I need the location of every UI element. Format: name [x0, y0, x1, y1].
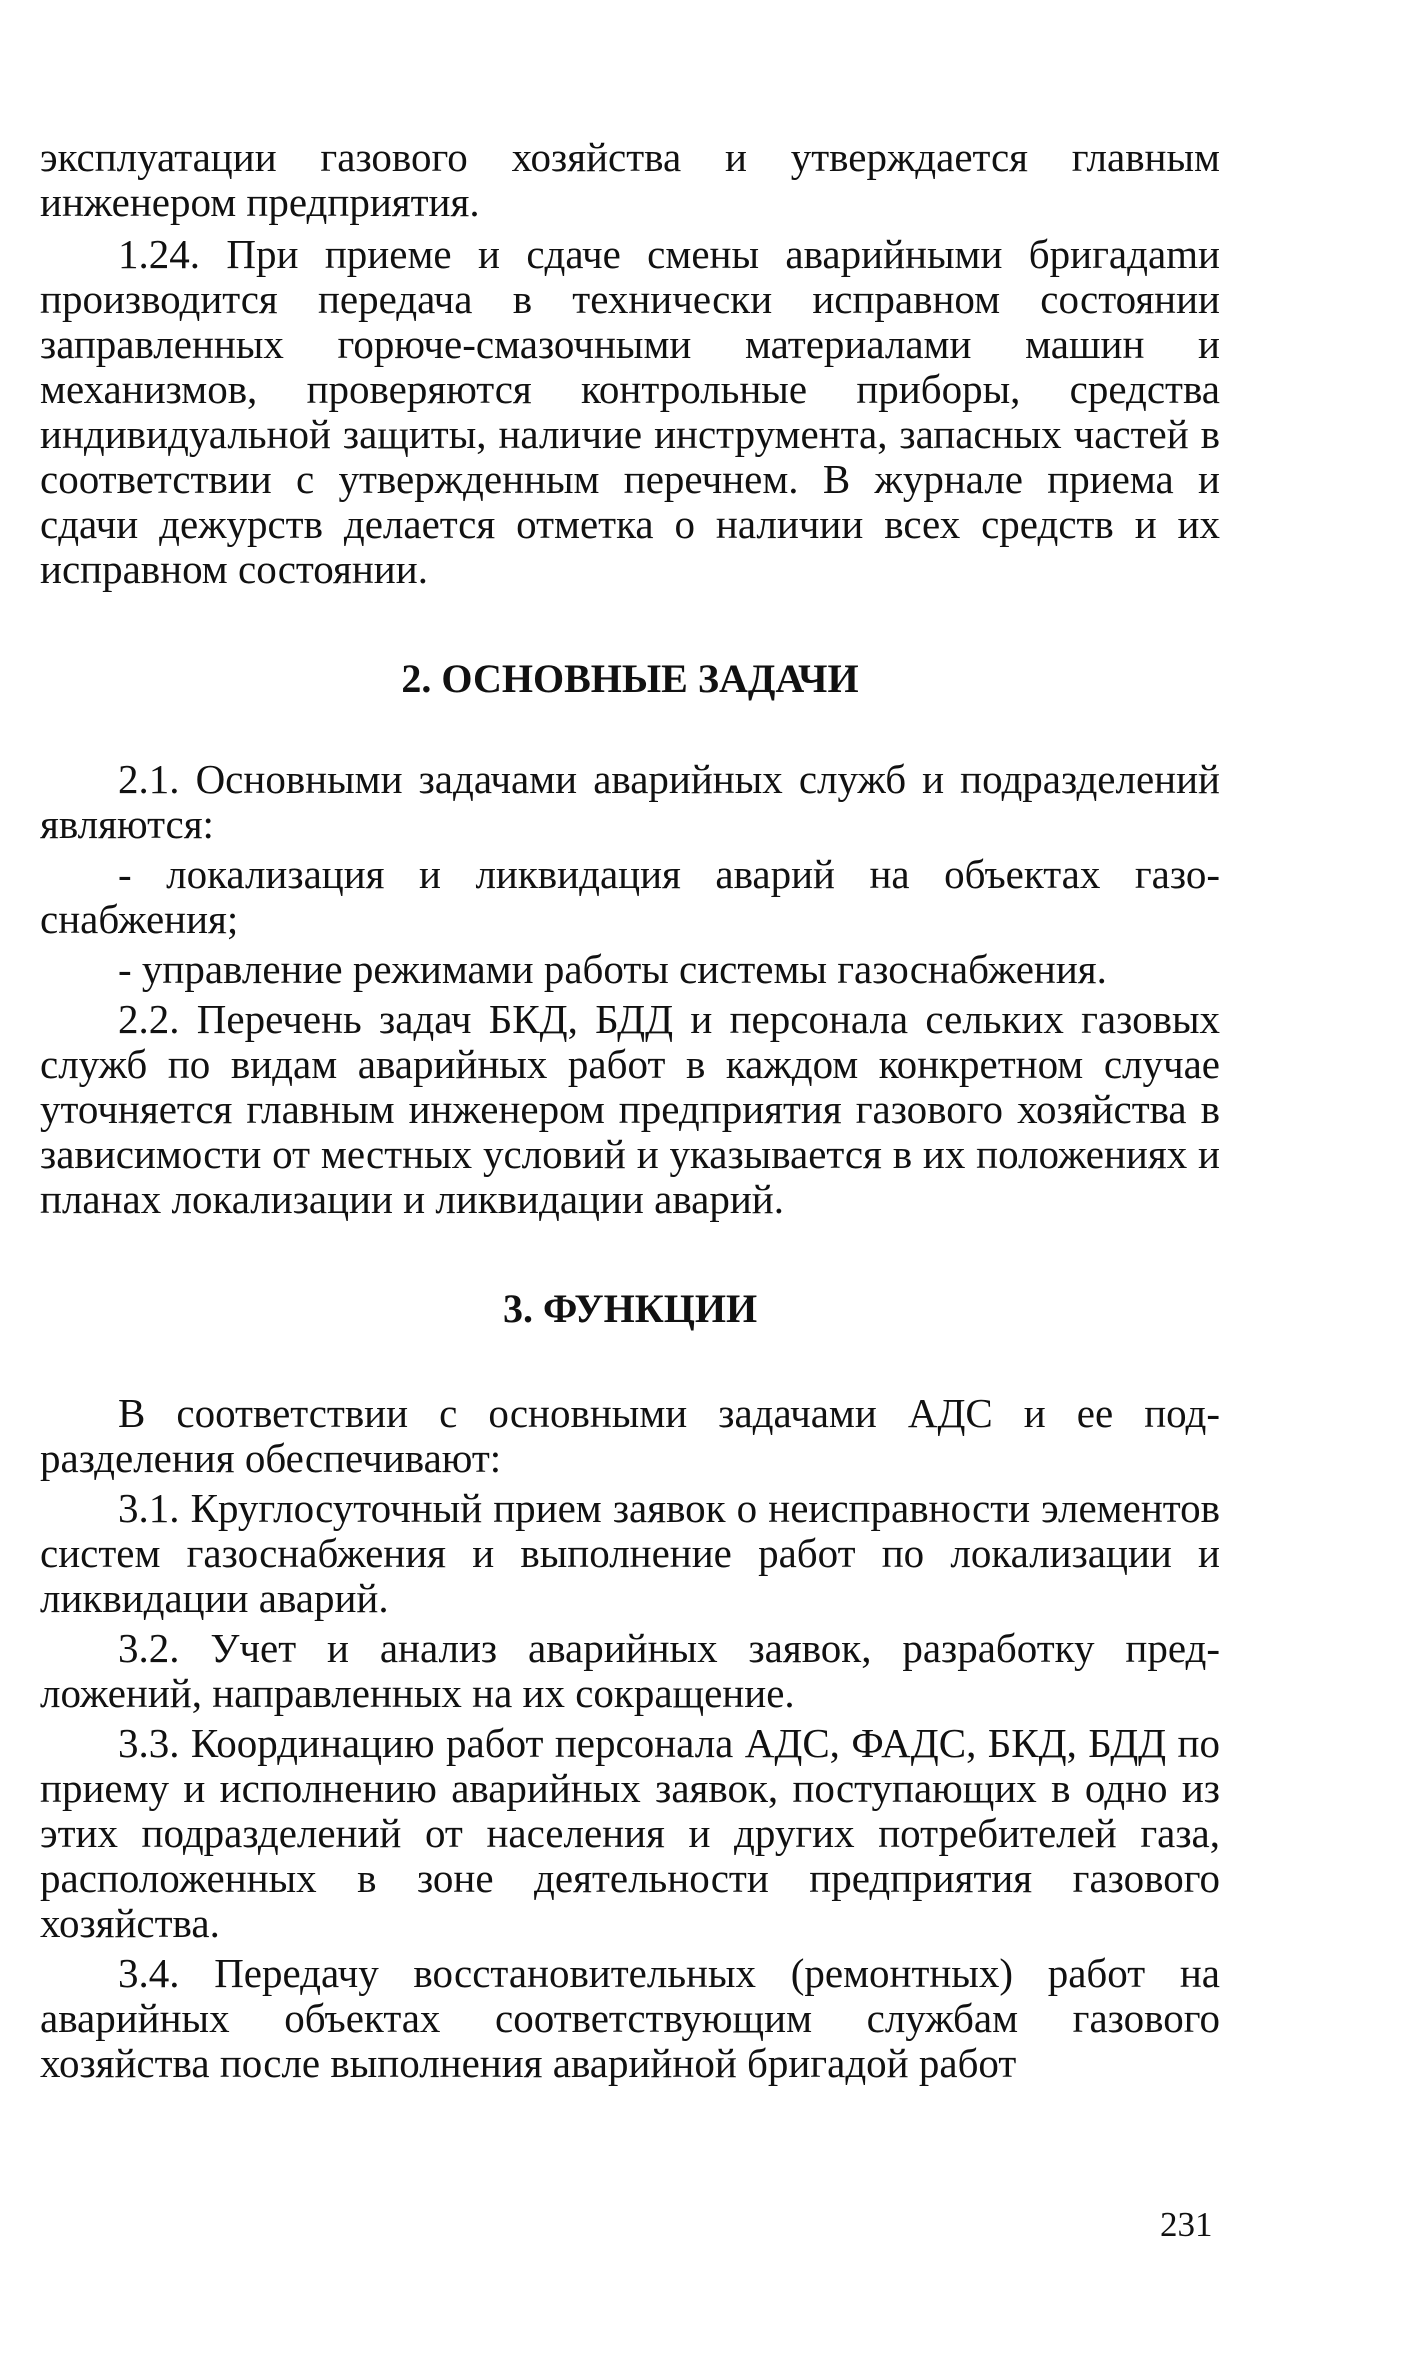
- section-3-title: 3. ФУНКЦИИ: [502, 1286, 758, 1331]
- page-number: 231: [1160, 2205, 1213, 2244]
- paragraph-3-3: 3.3. Координацию работ персонала АДС, ФАДС, БКД, БДД по приему и исполнению аварийных заявок, поступающих в одно из этих подразделений от населения и других потребителей газа, расположенных в зоне деятельности предприятия газового хозяйства.: [40, 1720, 1220, 1946]
- paragraph-continuation: эксплуатации газового хозяйства и утверждается главным инженером предприятия.: [40, 134, 1220, 225]
- paragraph-1-24: 1.24. При приеме и сдаче смены аварийными бригадаmи производится передача в технически исправном состоянии заправленных горюче-смазочными материалами машин и механизмов, проверяются контрольные приборы, средства индивидуальной защиты, наличие инструмента, запасных частей в соответствии с утвержденным перечнем. В журнале приема и сдачи дежурств делается отметка о наличии всех средств и их исправном состоянии.: [40, 231, 1220, 592]
- paragraph-3-intro: В соответствии с основными задачами АДС и ее подразделения обеспечивают:: [40, 1390, 1220, 1481]
- list-item-2-1-b: - управление режимами работы системы газоснабжения.: [118, 946, 1107, 992]
- paragraph-2-2: 2.2. Перечень задач БКД, БДД и персонала сельких газовых служб по видам аварийных работ в каждом конкретном случае уточняется главным инженером предприятия газового хозяйства в зависимости от местных условий и указывается в их положениях и планах локализации и ликвидации аварий.: [40, 996, 1220, 1222]
- paragraph-3-1: 3.1. Круглосуточный прием заявок о неисправности элементов систем газоснабжения и выполнение работ по локализации и ликвидации аварий.: [40, 1485, 1220, 1621]
- list-item-2-1-a: - локализация и ликвидация аварий на объектах газоснабжения;: [40, 851, 1220, 942]
- section-2-title: 2. ОСНОВНЫЕ ЗАДАЧИ: [401, 656, 859, 701]
- paragraph-3-2: 3.2. Учет и анализ аварийных заявок, разработку предложений, направленных на их сокращение.: [40, 1625, 1220, 1716]
- paragraph-3-4: 3.4. Передачу восстановительных (ремонтных) работ на аварийных объектах соответствующим службам газового хозяйства после выполнения аварийной бригадой работ: [40, 1950, 1220, 2086]
- page-body: [40, 135, 1220, 2086]
- paragraph-2-1: 2.1. Основными задачами аварийных служб и подразделений являются:: [40, 756, 1220, 847]
